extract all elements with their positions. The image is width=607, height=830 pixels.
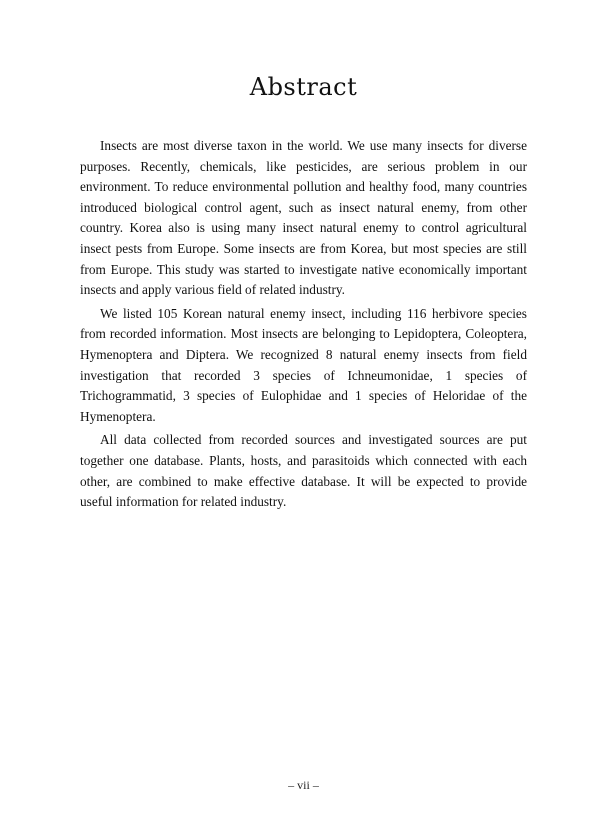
page-title: Abstract [249, 73, 358, 101]
abstract-paragraph-2: We listed 105 Korean natural enemy insect, including 116 herbivore species from recorded information. Most insects are belonging to Lepidoptera, Coleoptera, Hymenoptera and Diptera. We recognized 8 natural enemy insects from field investigation that recorded 3 species of Ichneumonidae, 1 species of Trichogrammatid, 3 species of Eulophidae and 1 species of Heloridae of the Hymenoptera. [80, 305, 527, 424]
abstract-paragraph-1: Insects are most diverse taxon in the world. We use many insects for diverse purposes. Recently, chemicals, like pesticides, are serious problem in our environment. To reduce environmental pollution and healthy food, many countries introduced biological control agent, such as insect natural enemy, from other country. Korea also is using many insect natural enemy to control agricultural insect pests from Europe. Some insects are from Korea, but most species are still from Europe. This study was started to investigate native economically important insects and apply various field of related industry. [80, 138, 527, 298]
page-number: – vii – [288, 778, 319, 792]
abstract-paragraph-3: All data collected from recorded sources and investigated sources are put together one database. Plants, hosts, and parasitoids which connected with each other, are combined to make effective database. It will be expected to provide useful information for related industry. [80, 432, 527, 510]
abstract-body [80, 136, 527, 516]
